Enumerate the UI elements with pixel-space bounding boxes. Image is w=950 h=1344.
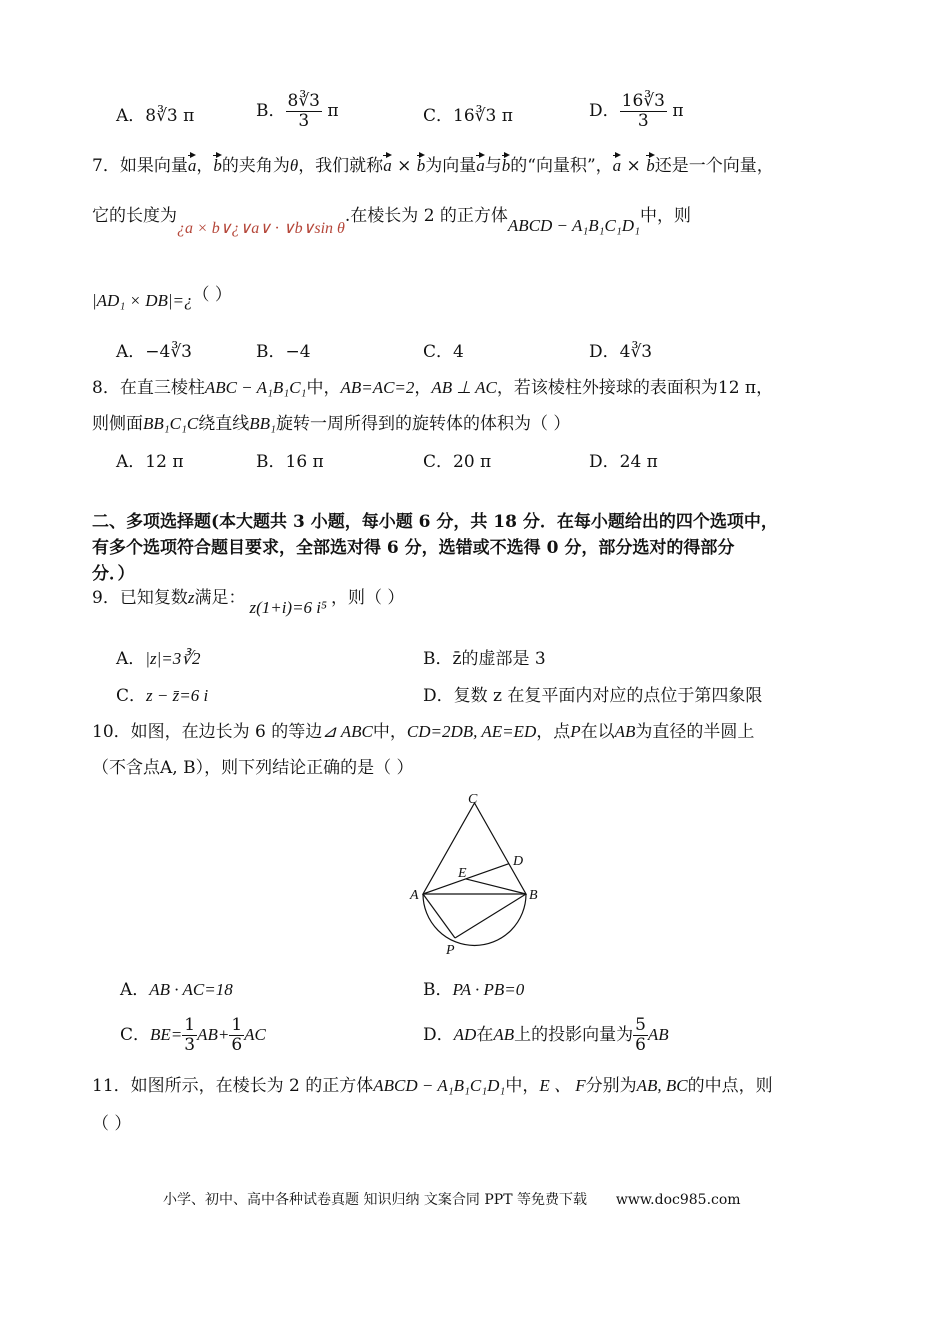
q7-text: 与 [484,156,502,176]
q8-option-d [589,452,658,472]
option-value: 复数 z 在复平面内对应的点位于第四象限 [453,686,763,706]
vector-b: b [416,156,426,175]
fraction-2 [229,1016,244,1054]
option-value: 4∛3 [619,342,653,362]
q11-text: 分别为 [585,1076,637,1096]
q10-line2: （不含点A, B），则下列结论正确的是（ ） [92,758,414,778]
q7-text: 7．如果向量 [92,156,188,176]
q8-text: 则侧面 [92,414,143,434]
fraction-denominator: 3 [184,1034,196,1055]
fraction-1 [182,1016,197,1054]
q6-option-c [423,106,513,126]
label-p: P [446,943,455,958]
q7-text: 还是一个向量， [654,156,774,176]
option-label: D． [423,686,454,706]
q10-text: 10．如图，在边长为 6 的等边 [92,722,323,742]
q11-line1 [92,1076,773,1096]
triangle-abc [423,803,526,894]
option-label: C． [423,106,454,126]
triangle-name: ⊿ ABC [322,722,373,741]
fraction-denominator: 6 [635,1034,646,1055]
vector-a: a [383,156,392,175]
option-value: 12 π [145,452,184,472]
q8-text: ，若该棱柱外接球的表面积为12 π， [496,378,774,398]
prism-name: ABC − A₁B₁C₁ [204,378,307,397]
fraction-numerator: 8∛3 [287,91,320,111]
segment-bp [455,894,526,938]
point-p: P [570,722,581,741]
q7-option-b [256,342,311,362]
q7-text: ， [196,156,214,176]
option-value: 24 π [619,452,658,472]
condition-1: AB=AC=2 [340,378,415,397]
option-label: A． [116,452,146,472]
q7-text: .在棱长为 2 的正方体 [344,206,508,226]
q7-text: ，我们就称 [298,156,384,176]
vector-ad: AD [453,1024,477,1044]
option-label: D． [589,452,620,472]
option-label: B． [423,980,453,1000]
q8-text: 8．在直三棱柱 [92,378,205,398]
label-b: B [529,888,538,903]
q7-text: 中，则 [640,206,691,226]
option-label: A． [116,106,146,126]
q7-line1: 7．如果向量a，b的夹角为θ，我们就称a × b为向量a与b的“向量积”，a × b还是一个向量， [92,156,774,176]
footer-text: 小学、初中、高中各种试卷真题 知识归纳 文案合同 PPT 等免费下载 [163,1192,587,1208]
length-expression: ¿a × b∨¿∨a∨ · ∨b∨sin θ [177,220,345,237]
option-label: D． [589,100,620,121]
q11-text: 11．如图所示，在棱长为 2 的正方体 [92,1076,374,1096]
semicircle [423,894,526,945]
q8-text: 旋转一周所得到的旋转体的体积为（ ） [275,414,571,434]
q9-option-b [423,649,546,669]
cross-product-expression: |AD₁ × DB|=¿ [92,291,193,310]
fraction-numerator: 1 [184,1015,196,1035]
q6-option-a [116,106,194,126]
section2-heading-line2: 有多个选项符合题目要求，全部选对得 6 分，选错或不选得 0 分，部分选对的得部分 [92,538,735,558]
pi-symbol: π [672,100,684,121]
q10-text: 在以 [580,722,615,742]
face-name: BB₁C₁C [143,414,199,433]
answer-paren: （ ） [192,285,232,305]
label-d: D [513,854,524,869]
fraction-denominator: 3 [298,110,310,131]
q10-option-a [120,980,233,1000]
vector-b: b [646,156,655,175]
vector-condition: CD=2DB, AE=ED [406,722,537,741]
axis-name: BB₁ [249,414,276,433]
fraction-numerator: 16∛3 [621,91,665,111]
condition-2: AB ⊥ AC [431,378,497,397]
q9-option-a [116,649,201,669]
option-value: z − z̄=6 i [146,686,209,705]
theta-symbol: θ [289,156,299,175]
q11-text: 的中点，则 [687,1076,773,1096]
option-label: D． [423,1024,454,1045]
option-label: B． [256,100,286,121]
q6-option-d [589,92,684,130]
option-value: −4 [285,342,311,362]
option-value: 16 π [285,452,324,472]
segment-be [466,879,526,894]
option-label: C． [120,1024,151,1045]
vector-ab: AB [493,1024,515,1044]
option-value: |z|=3∛2 [145,649,201,668]
option-label: A． [120,980,150,1000]
option-end: AC [244,1024,266,1044]
option-value: z̄的虚部是 3 [452,649,546,669]
q7-text: 为向量 [425,156,477,176]
segments: AB, BC [636,1076,688,1095]
option-label: C． [423,342,454,362]
q11-text: 中， [505,1076,540,1096]
vector-a: a [612,156,622,175]
q10-option-b [423,980,524,1000]
vector-ab: AB [647,1024,669,1044]
fraction-denominator: 6 [231,1034,243,1055]
q8-option-b [256,452,324,472]
q7-option-a [116,342,192,362]
q8-text: 绕直线 [198,414,250,434]
option-value: 16∛3 π [453,106,513,126]
variable-z: z [187,588,195,607]
q9-option-c [116,686,208,706]
option-value: AB · AC=18 [149,980,233,999]
q7-option-d [589,342,652,362]
q6-option-b [256,92,339,130]
footer-link[interactable]: www.doc985.com [615,1192,741,1208]
option-label: B． [256,452,286,472]
vector-a: a [476,156,485,175]
section2-heading-line1: 二、多项选择题(本大题共 3 小题，每小题 6 分，共 18 分．在每小题给出的四个选项中， [92,512,778,532]
q9-text: 9．已知复数 [92,588,188,608]
option-label: A． [116,649,146,669]
option-mid: AB+ [197,1024,230,1044]
q11-line2: （ ） [92,1114,132,1134]
label-c: C [468,792,478,807]
option-label: C． [116,686,147,706]
q7-option-c [423,342,464,362]
points-ef: E 、 F [539,1076,586,1095]
option-label: A． [116,342,146,362]
segment-ab: AB [614,722,636,741]
q7-line2 [92,206,691,237]
option-value: −4∛3 [145,342,192,362]
option-text: 在 [476,1024,494,1045]
option-text: 上的投影向量为 [514,1024,634,1045]
q8-text: 中， [306,378,341,398]
vector-a: a [187,156,197,175]
option-label: B． [256,342,286,362]
label-e: E [458,866,467,881]
fraction-numerator: 5 [635,1015,646,1035]
q7-text: 的“向量积”， [510,156,613,176]
vector-b: b [501,156,511,175]
q10-figure [400,785,560,960]
option-label: D． [589,342,620,362]
option-value: 4 [453,342,464,362]
section2-heading-line3: 分．） [92,564,135,584]
q8-option-c [423,452,491,472]
option-value: 8∛3 π [145,106,195,126]
option-value: PA · PB=0 [452,980,525,999]
option-lhs: BE= [150,1024,183,1044]
option-label: B． [423,649,453,669]
cube-name: ABCD − A₁B₁C₁D₁ [373,1076,506,1095]
q10-text: 中， [372,722,407,742]
q10-line1 [92,722,754,742]
q10-option-c [120,1016,266,1054]
q7-line3 [92,285,232,310]
footer [163,1192,741,1209]
fraction-numerator: 1 [231,1015,243,1035]
q8-option-a [116,452,184,472]
q9-text: 满足： [194,588,246,608]
vector-b: b [213,156,222,175]
q7-text: 它的长度为 [92,206,177,226]
option-value: 20 π [453,452,492,472]
label-a: A [410,888,419,903]
q10-text: ，点 [536,722,571,742]
pi-symbol: π [327,100,339,121]
option-fraction [286,92,322,130]
q7-text: 的夹角为 [221,156,290,176]
fraction-denominator: 3 [637,110,649,131]
q9-text: ，则（ ） [330,588,405,608]
q9-stem [92,588,405,617]
q10-text: 为直径的半圆上 [635,722,755,742]
fraction [633,1016,648,1054]
q9-option-d [423,686,762,706]
cube-name: ABCD − A₁B₁C₁D₁ [507,216,640,235]
q8-line1: 8．在直三棱柱ABC − A₁B₁C₁中，AB=AC=2，AB ⊥ AC，若该棱柱外接球的表面积为12 π， [92,378,774,398]
option-label: C． [423,452,454,472]
option-fraction [620,92,667,130]
equation: z(1+i)=6 i⁵ [249,598,327,617]
q10-option-d [423,1016,669,1054]
q8-line2 [92,414,570,434]
